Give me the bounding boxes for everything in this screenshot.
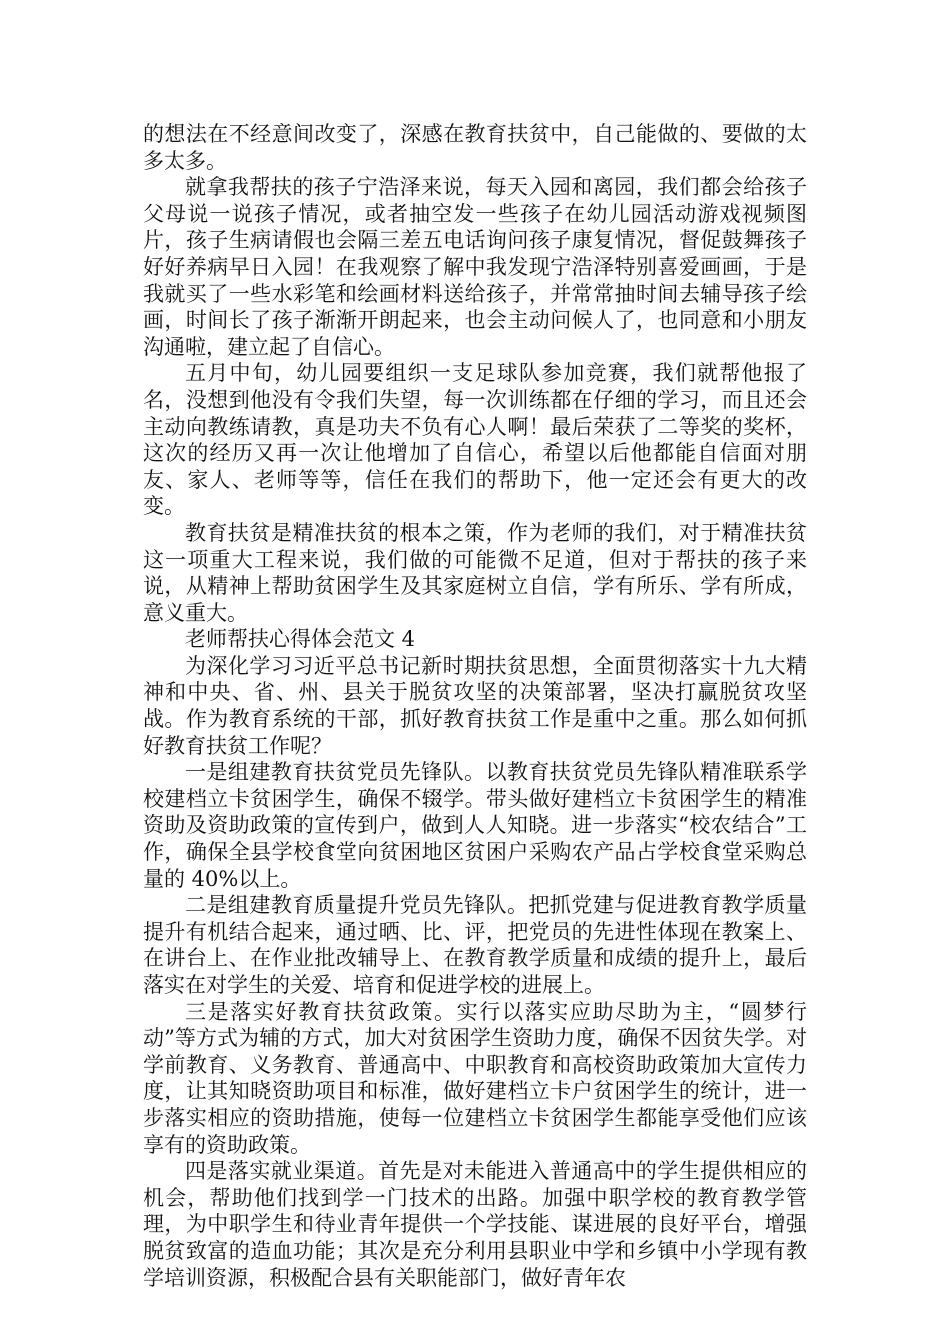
document-page xyxy=(143,121,807,1291)
paragraph-ning-haoze: 就拿我帮扶的孩子宁浩泽来说，每天入园和离园，我们都会给孩子父母说一说孩子情况，或者抽空发一些孩子在幼儿园活动游戏视频图片，孩子生病请假也会隔三差五电话询问孩子康复情况，督促鼓舞孩子好好养病早日入园！在我观察了解中我发现宁浩泽特别喜爱画画，于是我就买了一些水彩笔和绘画材料送给孩子，并常常抽时间去辅导孩子绘画，时间长了孩子渐渐开朗起来，也会主动问候人了，也同意和小朋友沟通啦，建立起了自信心。 xyxy=(143,175,807,359)
paragraph-point-three: 三是落实好教育扶贫政策。实行以落实应助尽助为主，“圆梦行动”等方式为辅的方式，加大对贫困学生资助力度，确保不因贫失学。对学前教育、义务教育、普通高中、中职教育和高校资助政策加大宣传力度，让其知晓资助项目和标准，做好建档立卡户贫困学生的统计，进一步落实相应的资助措施，使每一位建档立卡贫困学生都能享受他们应该享有的资助政策。 xyxy=(143,999,807,1157)
paragraph-point-four: 四是落实就业渠道。首先是对未能进入普通高中的学生提供相应的机会，帮助他们找到学一门技术的出路。加强中职学校的教育教学管理，为中职学生和待业青年提供一个学技能、谋进展的良好平台，增强脱贫致富的造血功能；其次是充分利用县职业中学和乡镇中小学现有教学培训资源，积极配合县有关职能部门，做好青年农 xyxy=(143,1159,807,1290)
paragraph-poverty-policy: 教育扶贫是精准扶贫的根本之策，作为老师的我们，对于精准扶贫这一项重大工程来说，我们做的可能微不足道，但对于帮扶的孩子来说，从精神上帮助贫困学生及其家庭树立自信，学有所乐、学有所成，意义重大。 xyxy=(143,520,807,625)
paragraph-continuation: 的想法在不经意间改变了，深感在教育扶贫中，自己能做的、要做的太多太多。 xyxy=(143,122,807,173)
paragraph-point-one: 一是组建教育扶贫党员先锋队。以教育扶贫党员先锋队精准联系学校建档立卡贫困学生，确保不辍学。带头做好建档立卡贫困学生的精准资助及资助政策的宣传到户，做到人人知晓。进一步落实“校农结合”工作，确保全县学校食堂向贫困地区贫困户采购农产品占学校食堂采购总量的 40%以上。 xyxy=(143,760,807,891)
paragraph-intro: 为深化学习习近平总书记新时期扶贫思想，全面贯彻落实十九大精神和中央、省、州、县关于脱贫攻坚的决策部署，坚决打赢脱贫攻坚战。作为教育系统的干部，抓好教育扶贫工作是重中之重。那么如何抓好教育扶贫工作呢？ xyxy=(143,653,807,758)
paragraph-football: 五月中旬，幼儿园要组织一支足球队参加竞赛，我们就帮他报了名，没想到他没有令我们失望，每一次训练都在仔细的学习，而且还会主动向教练请教，真是功夫不负有心人啊！最后荣获了二等奖的奖杯，这次的经历又再一次让他增加了自信心，希望以后他都能自信面对朋友、家人、老师等等，信任在我们的帮助下，他一定还会有更大的改变。 xyxy=(143,361,807,519)
section-heading-sample-4: 老师帮扶心得体会范文 4 xyxy=(185,627,416,652)
paragraph-point-two: 二是组建教育质量提升党员先锋队。把抓党建与促进教育教学质量提升有机结合起来，通过晒、比、评，把党员的先进性体现在教案上、在讲台上、在作业批改辅导上、在教育教学质量和成绩的提升上，最后落实在对学生的关爱、培育和促进学校的进展上。 xyxy=(143,893,807,997)
